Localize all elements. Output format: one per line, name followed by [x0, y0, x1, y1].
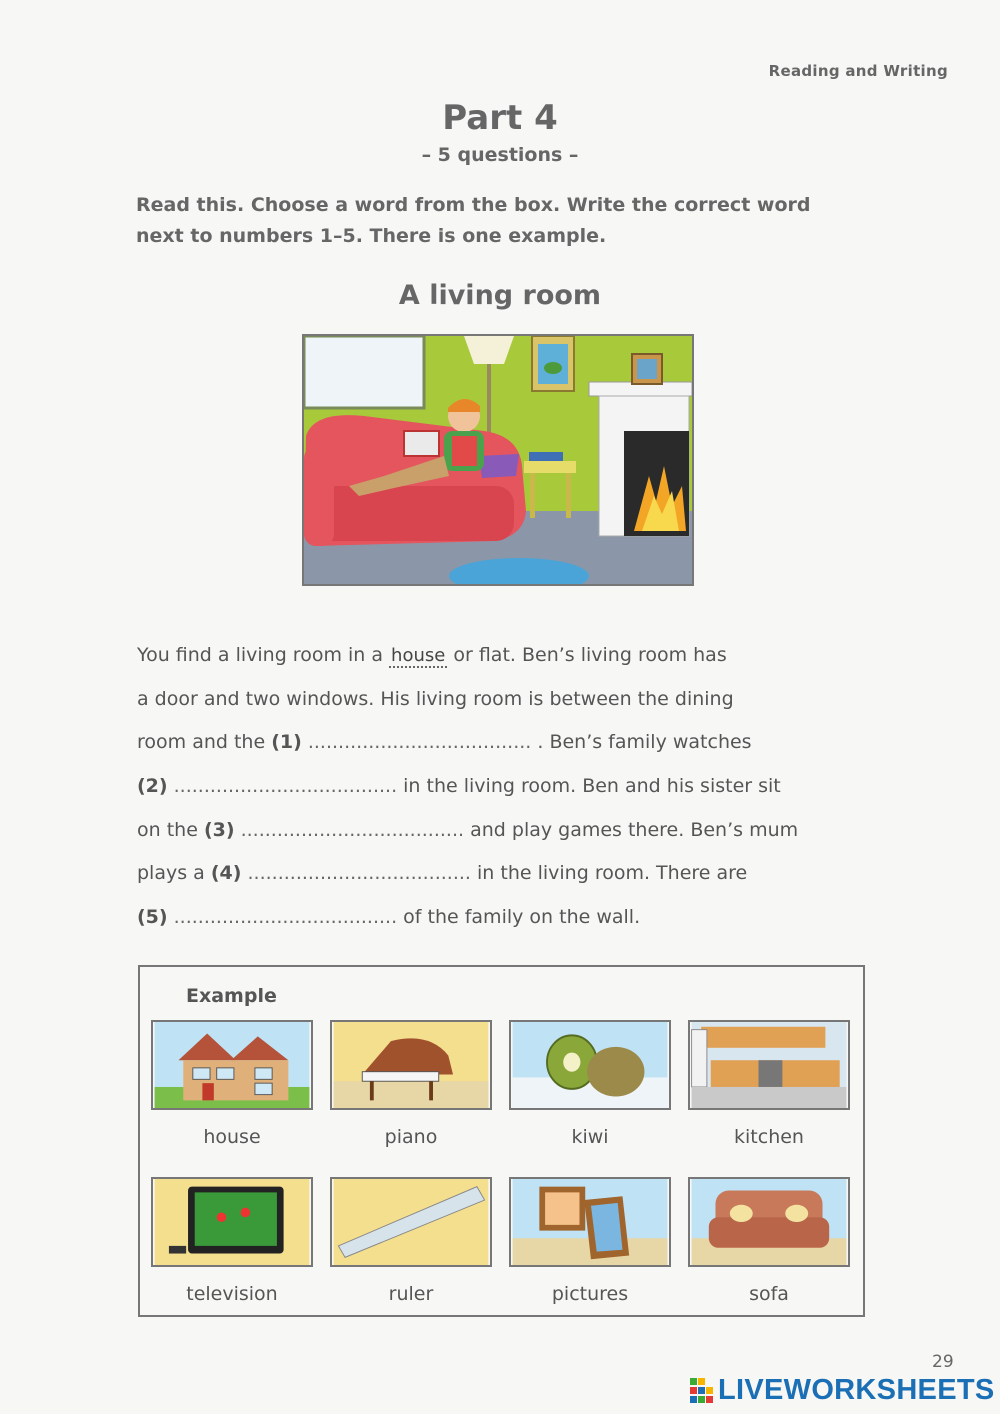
word-television: television	[186, 1283, 278, 1305]
word-kiwi: kiwi	[571, 1126, 609, 1148]
word-ruler: ruler	[388, 1283, 434, 1305]
answer-blank-1[interactable]: .....................................	[307, 731, 532, 754]
passage-text: on the	[137, 818, 204, 841]
kiwi-icon	[509, 1020, 671, 1110]
instructions: Read this. Choose a word from the box. Write the correct word next to numbers 1–5. There is one example.	[136, 194, 811, 247]
passage-line-2: a door and two windows. His living room is between the dining	[137, 687, 734, 710]
word-card-piano	[330, 1020, 492, 1148]
word-piano: piano	[384, 1126, 438, 1148]
passage-text: You find a living room in a	[137, 644, 390, 666]
passage-line-3	[137, 721, 857, 765]
passage-text: and play games there. Ben’s mum	[470, 818, 799, 841]
word-card-house	[151, 1020, 313, 1148]
part-title: Part 4	[442, 98, 558, 138]
word-card-ruler	[330, 1177, 492, 1305]
word-card-sofa	[688, 1177, 850, 1305]
passage-text: plays a	[137, 862, 211, 885]
question-number-4: (4)	[210, 862, 242, 885]
kitchen-icon	[688, 1020, 850, 1110]
question-number-3: (3)	[203, 818, 235, 841]
passage-text: in the living room. There are	[477, 862, 748, 885]
word-card-pictures	[509, 1177, 671, 1305]
passage-line-4	[137, 765, 857, 809]
word-house: house	[203, 1126, 261, 1148]
passage-line-7	[137, 896, 857, 940]
house-icon	[151, 1020, 313, 1110]
liveworksheets-logo-icon	[690, 1378, 714, 1404]
passage-line-5	[137, 809, 857, 853]
sofa-icon	[688, 1177, 850, 1267]
word-card-kiwi	[509, 1020, 671, 1148]
passage	[137, 634, 857, 940]
passage-text: room and the	[137, 731, 272, 754]
living-room-picture	[304, 336, 692, 584]
example-answer: house	[391, 645, 446, 666]
living-room-illustration	[302, 334, 694, 586]
story-title: A living room	[398, 280, 602, 311]
piano-icon	[330, 1020, 492, 1110]
example-label: Example	[186, 985, 277, 1007]
passage-line-1	[137, 634, 857, 678]
question-number-2: (2)	[137, 775, 168, 798]
word-sofa: sofa	[749, 1283, 789, 1305]
word-card-kitchen	[688, 1020, 850, 1148]
passage-line-6	[137, 852, 857, 896]
passage-text: in the living room. Ben and his sister sit	[403, 775, 781, 798]
answer-blank-4[interactable]: .....................................	[247, 862, 471, 885]
pictures-icon	[509, 1177, 671, 1267]
passage-text: or flat. Ben’s living room has	[447, 644, 727, 666]
brand-name[interactable]: LIVEWORKSHEETS	[718, 1374, 995, 1406]
passage-text: of the family on the wall.	[403, 906, 641, 929]
word-card-television	[151, 1177, 313, 1305]
brand-footer	[690, 1374, 995, 1407]
question-number-5: (5)	[137, 906, 168, 929]
answer-blank-5[interactable]: .....................................	[173, 906, 398, 929]
word-pictures: pictures	[551, 1283, 629, 1305]
answer-blank-3[interactable]: .....................................	[240, 818, 465, 841]
word-box	[138, 965, 865, 1317]
ruler-icon	[330, 1177, 492, 1267]
part-subtitle: – 5 questions –	[421, 144, 579, 166]
page-number: 29	[932, 1352, 954, 1372]
answer-blank-2[interactable]: .....................................	[173, 775, 398, 798]
word-kitchen: kitchen	[734, 1126, 804, 1148]
section-label: Reading and Writing	[768, 62, 948, 80]
television-icon	[151, 1177, 313, 1267]
passage-text: . Ben’s family watches	[537, 731, 752, 754]
question-number-1: (1)	[271, 731, 302, 754]
